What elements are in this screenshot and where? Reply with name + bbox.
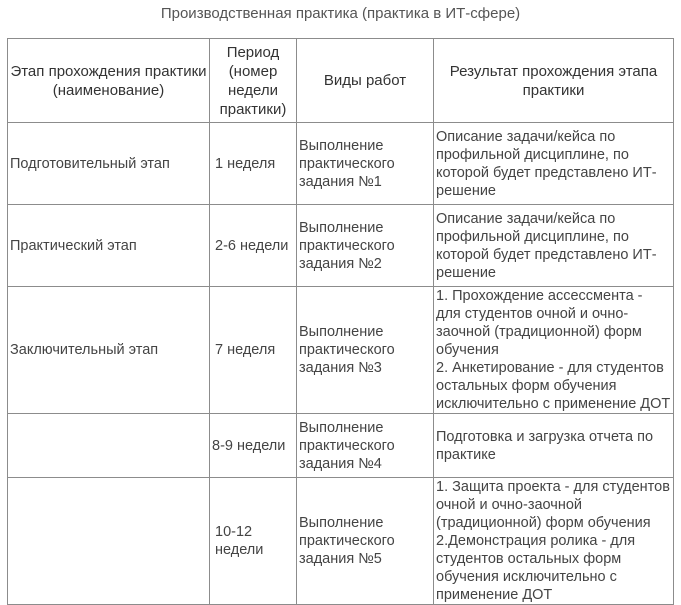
cell-result: Описание задачи/кейса по профильной дисциплине, по которой будет представлено ИТ-решение — [434, 205, 674, 287]
cell-work: Выполнение практического задания №3 — [297, 287, 434, 414]
table-row — [8, 287, 674, 414]
header-stage: Этап прохождения практики (наименование) — [8, 39, 210, 123]
cell-stage: Подготовительный этап — [8, 123, 210, 205]
cell-work: Выполнение практического задания №1 — [297, 123, 434, 205]
cell-stage — [8, 414, 210, 478]
practice-table — [7, 38, 674, 605]
table-row — [8, 414, 674, 478]
table-row — [8, 123, 674, 205]
table-header-row — [8, 39, 674, 123]
header-result: Результат прохождения этапа практики — [434, 39, 674, 123]
cell-stage: Практический этап — [8, 205, 210, 287]
cell-stage: Заключительный этап — [8, 287, 210, 414]
cell-period: 2-6 недели — [210, 205, 297, 287]
table-row — [8, 478, 674, 605]
cell-work: Выполнение практического задания №5 — [297, 478, 434, 605]
cell-period: 7 неделя — [210, 287, 297, 414]
header-period: Период (номер недели практики) — [210, 39, 297, 123]
cell-result: 1. Прохождение ассессмента - для студентов очной и очно-заочной (традиционной) форм обучения 2. Анкетирование - для студентов остальных форм обучения исключительно с применение ДОТ — [434, 287, 674, 414]
header-work: Виды работ — [297, 39, 434, 123]
cell-work: Выполнение практического задания №2 — [297, 205, 434, 287]
cell-result: Подготовка и загрузка отчета по практике — [434, 414, 674, 478]
cell-period: 8-9 недели — [210, 414, 297, 478]
cell-work: Выполнение практического задания №4 — [297, 414, 434, 478]
table-caption: Производственная практика (практика в ИТ-сфере) — [160, 5, 521, 22]
cell-result: 1. Защита проекта - для студентов очной и очно-заочной (традиционной) форм обучения 2.Демонстрация ролика - для студентов остальных форм обучения исключительно с применение ДОТ — [434, 478, 674, 605]
cell-period: 10-12 недели — [210, 478, 297, 605]
cell-period: 1 неделя — [210, 123, 297, 205]
table-row — [8, 205, 674, 287]
cell-stage — [8, 478, 210, 605]
cell-result: Описание задачи/кейса по профильной дисциплине, по которой будет представлено ИТ-решение — [434, 123, 674, 205]
